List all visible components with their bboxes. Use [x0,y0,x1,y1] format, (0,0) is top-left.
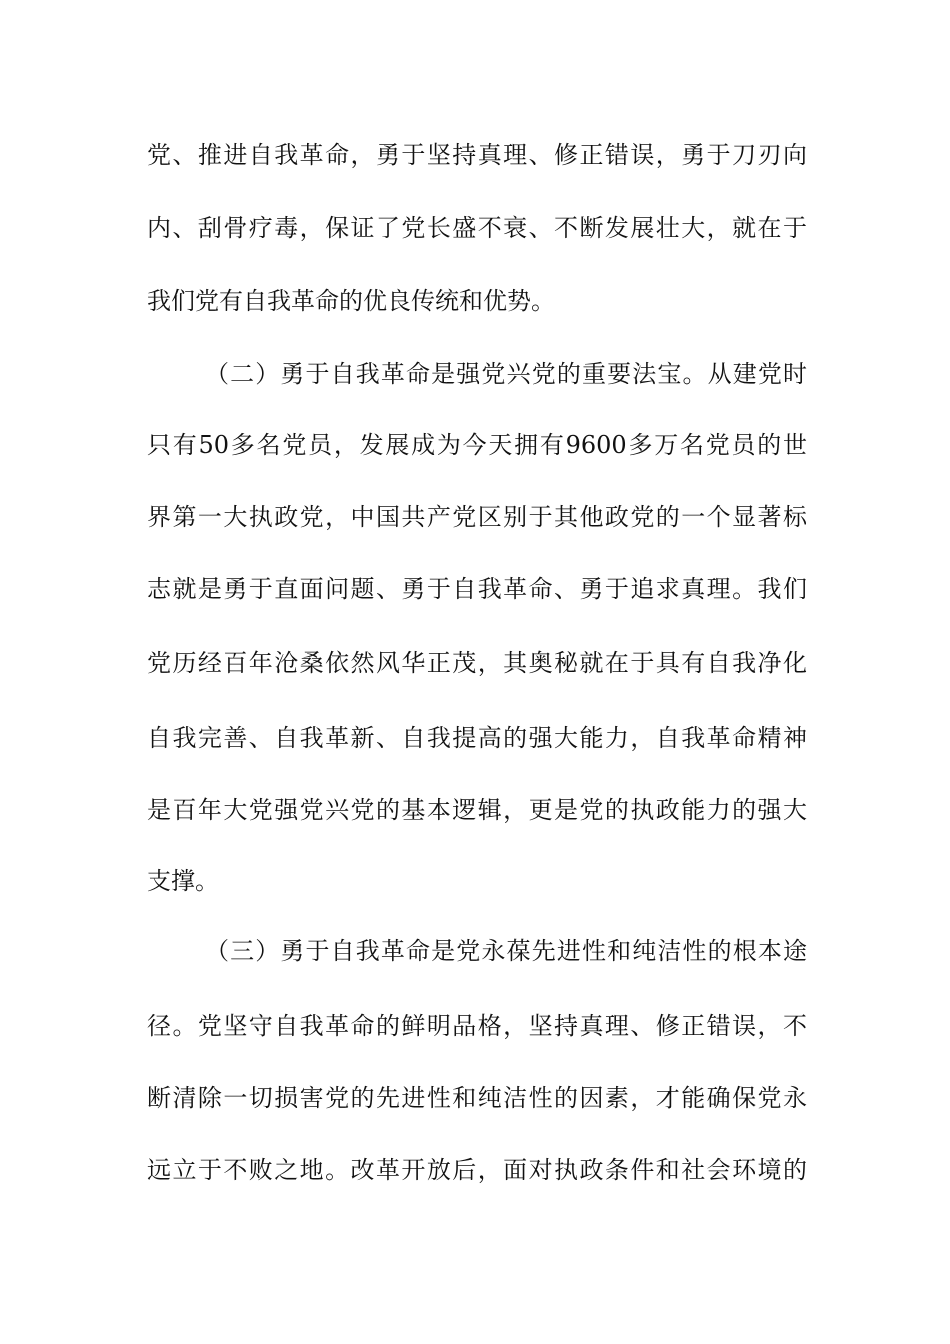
paragraph-heading-2: （二）勇于自我革命是强党兴党的重要法宝。从建党时 [205,360,807,388]
text-line-2: 内、刮骨疗毒，保证了党长盛不衰、不断发展壮大，就在于 [147,214,807,242]
text-line-9: 自我完善、自我革新、自我提高的强大能力，自我革命精神 [147,724,807,752]
text-line-10: 是百年大党强党兴党的基本逻辑，更是党的执政能力的强大 [147,796,807,824]
text-line-15: 远立于不败之地。改革开放后，面对执政条件和社会环境的 [147,1156,807,1184]
paragraph-heading-3: （三）勇于自我革命是党永葆先进性和纯洁性的根本途 [205,937,807,965]
text-line-1: 党、推进自我革命，勇于坚持真理、修正错误，勇于刀刃向 [147,141,807,169]
text-line-3: 我们党有自我革命的优良传统和优势。 [147,287,555,315]
text-line-14: 断清除一切损害党的先进性和纯洁性的因素，才能确保党永 [147,1084,807,1112]
text-line-6: 界第一大执政党，中国共产党区别于其他政党的一个显著标 [147,503,807,531]
text-line-11: 支撑。 [147,867,219,895]
text-line-8: 党历经百年沧桑依然风华正茂，其奥秘就在于具有自我净化 [147,649,807,677]
text-line-7: 志就是勇于直面问题、勇于自我革命、勇于追求真理。我们 [147,575,807,603]
text-line-13: 径。党坚守自我革命的鲜明品格，坚持真理、修正错误，不 [147,1012,807,1040]
text-line-5: 只有50多名党员，发展成为今天拥有9600多万名党员的世 [147,431,807,459]
